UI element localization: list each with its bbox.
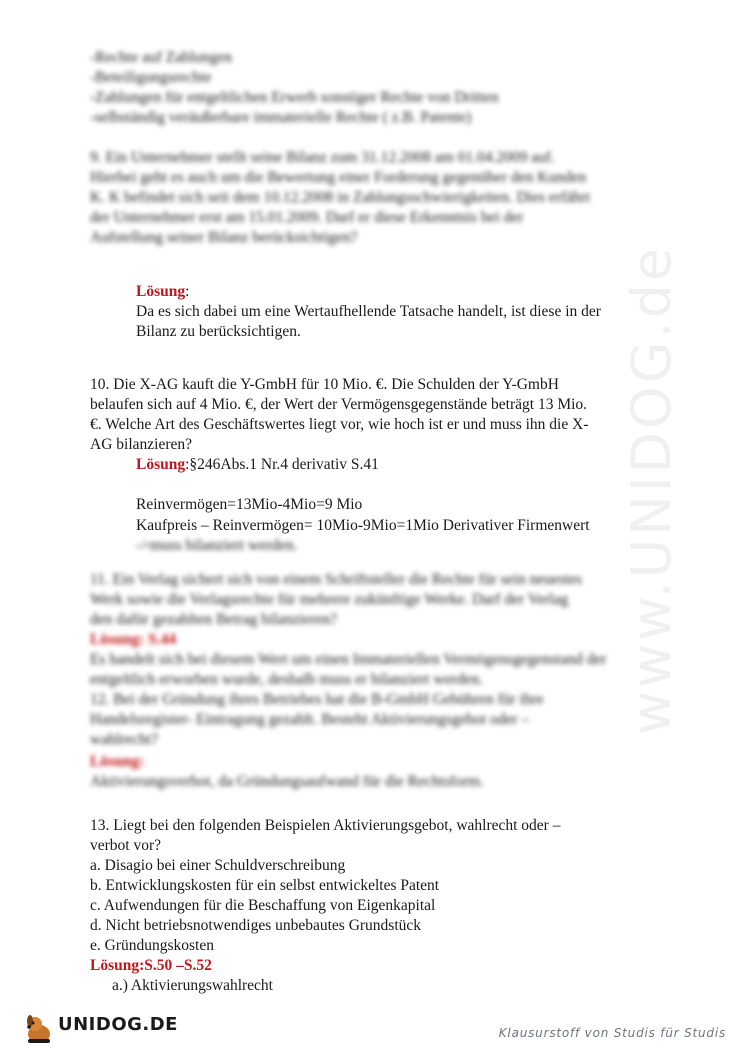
question-13-option: b. Entwicklungskosten für ein selbst entwickeltes Patent [90,877,440,894]
solution-12-line: Aktivierungsverbot, da Gründungsaufwand für die Rechtsform. [90,773,484,790]
question-12-line: Handelsregister- Eintragung gezahlt. Besteht Aktivierungsgebot oder – [90,711,530,728]
question-12-line: wahlrecht? [90,731,158,748]
question-13-option: c. Aufwendungen für die Beschaffung von Eigenkapital [90,897,436,914]
solution-9-heading [136,282,189,302]
solution-10-heading [136,455,379,475]
solution-11-line: entgeltlich erworben wurde, deshalb muss er bilanziert werden. [90,671,483,688]
blurred-list-item: -Rechte auf Zahlungen [90,49,233,66]
question-9-line: der Unternehmer erst am 15.01.2009. Darf er diese Erkenntnis bei der [90,209,524,226]
question-9-line: 9. Ein Unternehmer stellt seine Bilanz zum 31.12.2008 am 01.04.2009 auf. [90,149,555,166]
question-10-line: 10. Die X-AG kauft die Y-GmbH für 10 Mio. €. Die Schulden der Y-GmbH [90,376,559,393]
solution-13-answer: a.) Aktivierungswahlrecht [112,977,273,994]
question-13-option: e. Gründungskosten [90,937,214,954]
solution-9-line: Bilanz zu berücksichtigen. [136,323,301,340]
solution-colon: : [185,283,190,300]
question-9-line: Aufstellung seiner Bilanz berücksichtigen? [90,229,358,246]
question-11-line: 11. Ein Verlag sichert sich von einem Schriftsteller die Rechte für sein neuestes [90,571,582,588]
question-10-line: €. Welche Art des Geschäftswertes liegt vor, wie hoch ist er und muss ihn die X- [90,416,589,433]
blurred-list-item: -selbständig veräußerbare immaterielle Rechte ( z.B. Patente) [90,109,472,126]
blurred-list-item: -Beteiligungsrechte [90,69,212,86]
dog-icon [22,1012,56,1046]
question-11-line: Werk sowie die Verlagsrechte für mehrere zukünftige Werke. Darf der Verlag [90,591,569,608]
question-9-line: K. K befindet sich seit dem 10.12.2008 in Zahlungsschwierigkeiten. Dies erfährt [90,189,591,206]
solution-label: Lösung: S.44 [90,631,177,648]
question-12-line: 12. Bei der Gründung ihres Betriebes hat die B-GmbH Gebühren für ihre [90,691,544,708]
blurred-list-item: -Zahlungen für entgeltlichen Erwerb sonstiger Rechte von Dritten [90,89,499,106]
solution-12-heading [90,752,144,772]
solution-label: Lösung [136,456,186,473]
solution-11-heading [90,630,176,650]
calculation-line: Kaufpreis – Reinvermögen= 10Mio-9Mio=1Mio Derivativer Firmenwert [136,517,590,534]
unidog-logo[interactable] [22,1012,178,1046]
question-13-line: 13. Liegt bei den folgenden Beispielen Aktivierungsgebot, wahlrecht oder – [90,817,561,834]
solution-13-heading: Lösung:S.50 –S.52 [90,957,212,974]
site-watermark: www.UNIDOG.de [620,244,683,735]
question-13-option: a. Disagio bei einer Schuldverschreibung [90,857,346,874]
question-11-line: den dafür gezahlten Betrag bilanzieren? [90,611,338,628]
logo-wordmark: UNIDOG.DE [58,1014,178,1035]
calculation-line: Reinvermögen=13Mio-4Mio=9 Mio [136,496,363,513]
solution-9-line: Da es sich dabei um eine Wertaufhellende Tatsache handelt, ist diese in der [136,303,601,320]
solution-reference: :§246Abs.1 Nr.4 derivativ S.41 [185,456,379,473]
question-9-line: Hierbei geht es auch um die Bewertung einer Forderung gegenüber den Kunden [90,169,587,186]
question-13-option: d. Nicht betriebsnotwendiges unbebautes Grundstück [90,917,422,934]
calculation-line-blurred: ->muss bilanziert werden. [136,537,298,554]
solution-11-line: Es handelt sich bei diesem Wert um einen Immateriellen Vermögensgegenstand der [90,651,607,668]
question-10-line: AG bilanzieren? [90,436,192,453]
question-13-line: verbot vor? [90,837,162,854]
footer-tagline: Klausurstoff von Studis für Studis [498,1026,726,1040]
question-10-line: belaufen sich auf 4 Mio. €, der Wert der Vermögensgegenstände beträgt 13 Mio. [90,396,588,413]
solution-label: Lösung [136,283,186,300]
solution-label: Lösung: [90,753,145,770]
